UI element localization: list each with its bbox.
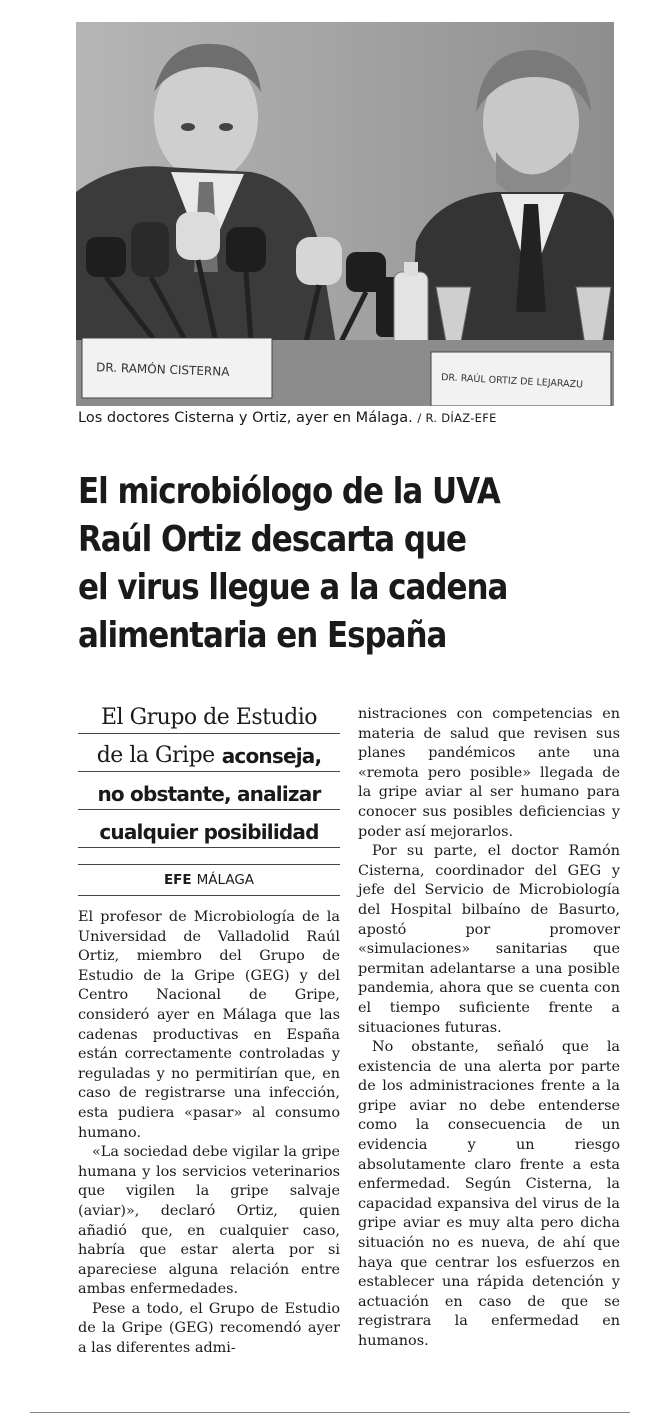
placard-right-text: DR. RAÚL ORTIZ DE LEJARAZU <box>440 372 584 391</box>
subheadline <box>78 696 340 848</box>
headline-line-2: Raúl Ortiz descarta que <box>78 519 467 560</box>
headline <box>78 468 637 660</box>
body-paragraph: nistraciones con competencias en materia de salud que revisen sus planes pandémicos ante una «remota pero posible» llegada de la gripe aviar al ser humano para conocer sus posibles deficiencias y poder así mejorarlos. <box>358 706 620 840</box>
bottom-rule <box>30 1412 630 1413</box>
news-photo <box>76 22 614 406</box>
body-paragraph: Pese a todo, el Grupo de Estudio de la Gripe (GEG) recomendó ayer a las diferentes admi- <box>78 1300 340 1357</box>
subheadline-text-3: no obstante, analizar <box>97 782 321 806</box>
headline-line-3: el virus llegue a la cadena <box>78 567 508 608</box>
caption-text: Los doctores Cisterna y Ortiz, ayer en Málaga. <box>78 410 413 426</box>
subheadline-line-1 <box>78 696 340 734</box>
body-column-2 <box>358 705 620 1352</box>
subheadline-text-2a: de la Gripe <box>96 743 215 768</box>
headline-line-4: alimentaria en España <box>78 615 447 656</box>
body-column-1 <box>78 908 340 1359</box>
body-paragraph: «La sociedad debe vigilar la gripe humana y los servicios veterinarios que vigilen la gripe salvaje (aviar)», declaró Ortiz, quien añadió que, en cualquier caso, habría que estar alerta por si apareciese alguna relación entre ambas enfermedades. <box>78 1144 340 1298</box>
subheadline-text-4: cualquier posibilidad <box>99 820 319 844</box>
photo-credit: / R. DÍAZ-EFE <box>417 411 497 425</box>
subheadline-text-2b: aconseja, <box>221 744 322 768</box>
byline <box>78 864 340 896</box>
body-paragraph: El profesor de Microbiología de la Universidad de Valladolid Raúl Ortiz, miembro del Grupo de Estudio de la Gripe (GEG) y del Centro Nacional de Gripe, consideró ayer en Málaga que las cadenas productivas en España están correctamente controladas y reguladas y no permitirían que, en caso de registrarse una infección, esta pudiera «pasar» al consumo humano. <box>78 909 340 1141</box>
subheadline-line-3 <box>78 772 340 810</box>
placard-left-text: DR. RAMÓN CISTERNA <box>95 360 230 379</box>
photo-caption <box>78 410 638 426</box>
press-conference-image <box>76 22 614 406</box>
subheadline-line-2 <box>78 734 340 772</box>
headline-line-1: El microbiólogo de la UVA <box>78 471 500 512</box>
body-paragraph: Por su parte, el doctor Ramón Cisterna, coordinador del GEG y jefe del Servicio de Microbiología del Hospital bilbaíno de Basurto, apostó por promover «simulaciones» sanitarias que permitan adelantarse a una posible pandemia, ahora que se cuenta con el tiempo suficiente frente a situaciones futuras. <box>358 843 620 1036</box>
byline-agency: EFE <box>163 872 192 888</box>
body-paragraph: No obstante, señaló que la existencia de una alerta por parte de los administraciones frente a la gripe aviar no debe entenderse como la consecuencia de un evidencia y un riesgo absolutamente claro frente a esta enfermedad. Según Cisterna, la capacidad expansiva del virus de la gripe aviar es muy alta pero dicha situación no es nueva, de ahí que haya que centrar los esfuerzos en establecer una rápida detención y actuación en caso de que se registrara la enfermedad en humanos. <box>358 1039 620 1349</box>
subheadline-text-1: El Grupo de Estudio <box>101 705 317 730</box>
byline-city: MÁLAGA <box>196 872 255 888</box>
subheadline-line-4 <box>78 810 340 848</box>
